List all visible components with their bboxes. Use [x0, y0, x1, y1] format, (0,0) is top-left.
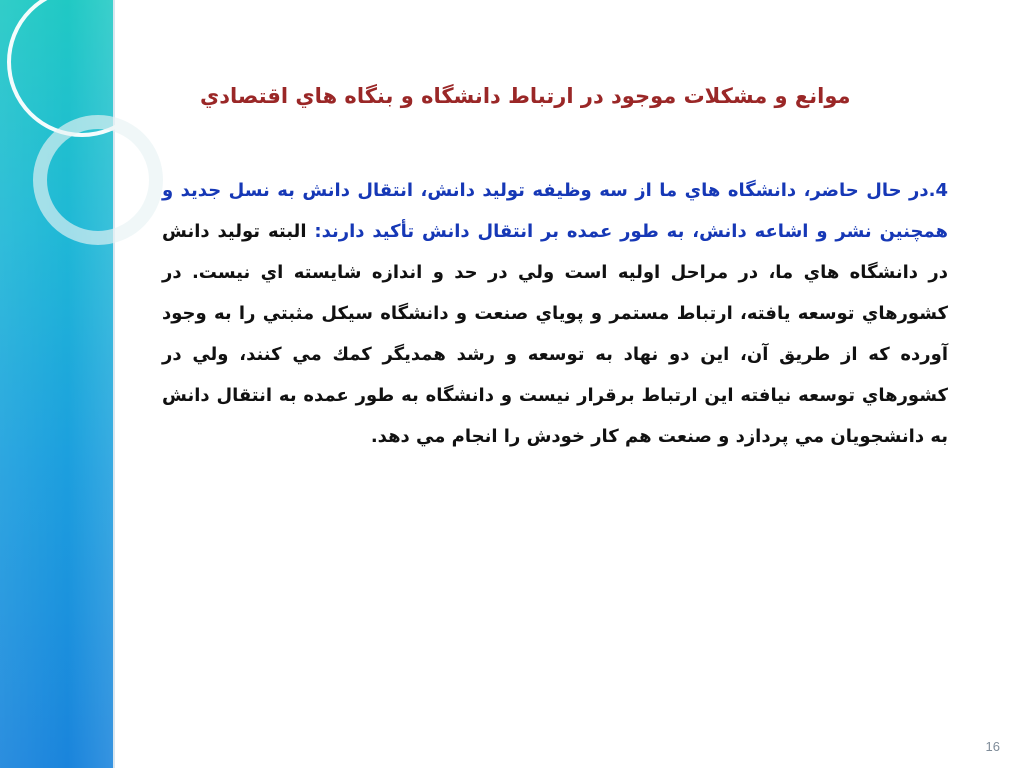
body-main-text: البته توليد دانش در دانشگاه هاي ما، در مراحل اوليه است ولي در حد و اندازه شايسته اي نيست. در کشورهاي توسعه يافته، ارتباط مستمر و پوياي صنعت و دانشگاه سيکل مثبتي را به وجود آورده که از طريق آن، اين دو نهاد به توسعه و رشد همديگر کمك مي کنند، ولي در کشورهاي توسعه نيافته اين ارتباط برقرار نيست و دانشگاه به طور عمده به انتقال دانش به دانشجويان مي پردازد و صنعت هم کار خودش را انجام مي دهد. [162, 221, 948, 447]
slide-title: موانع و مشکلات موجود در ارتباط دانشگاه و بنگاه هاي اقتصادي [200, 84, 851, 108]
body-lead-text: 4.در حال حاضر، دانشگاه هاي ما از سه وظيفه توليد دانش، انتقال دانش به نسل جديد و همچنين نشر و اشاعه دانش، به طور عمده بر انتقال دانش تأکيد دارند: [162, 180, 948, 242]
page-number: 16 [985, 739, 1000, 754]
large-ring-icon [9, 0, 155, 135]
small-ring-icon [40, 122, 156, 238]
slide-body-paragraph [162, 170, 948, 457]
